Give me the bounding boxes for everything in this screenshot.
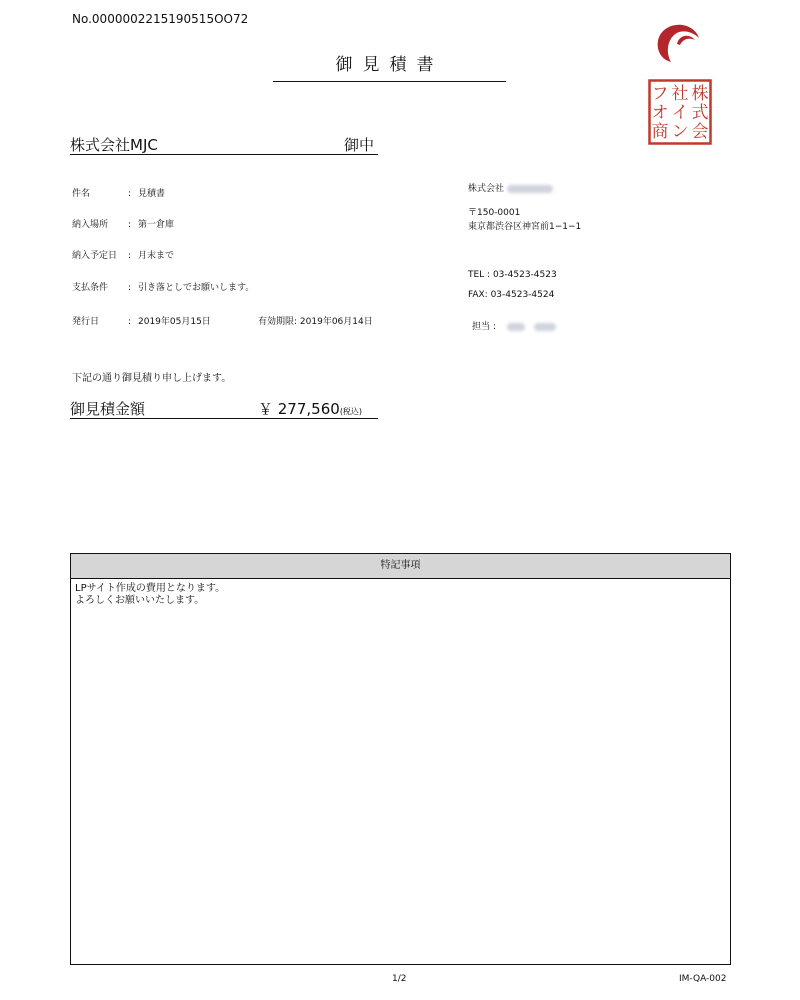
field-row-delivery-date: 納入予定日 : 月末まで xyxy=(72,248,174,261)
company-seal-icon xyxy=(648,79,712,145)
vendor-address: 東京都渋谷区神宮前1−1−1 xyxy=(468,222,582,232)
document-number: No.0000002215190515OO72 xyxy=(72,12,249,26)
recipient-honorific: 御中 xyxy=(343,136,374,154)
svg-text:ン: ン xyxy=(671,122,689,142)
notes-body xyxy=(71,579,730,611)
field-label: 支払条件 xyxy=(72,283,109,293)
field-label: 納入予定日 xyxy=(72,251,118,261)
validity-value: 2019年06月14日 xyxy=(299,317,373,327)
svg-text:イ: イ xyxy=(671,103,689,123)
total-label: 御見積金額 xyxy=(70,400,146,418)
field-value: 月末まで xyxy=(138,251,175,261)
contact-label: 担当 : xyxy=(472,322,496,332)
notes-header: 特記事項 xyxy=(71,554,730,579)
tax-note: (税込) xyxy=(339,407,363,416)
vendor-company-prefix: 株式会社 xyxy=(468,184,505,194)
svg-text:商: 商 xyxy=(651,122,669,142)
field-row-delivery-place: 納入場所 : 第一倉庫 xyxy=(72,217,174,230)
field-value: 2019年05月15日 xyxy=(138,317,211,327)
field-value: 見積書 xyxy=(138,189,166,199)
notes-line: LPサイト作成の費用となります。 xyxy=(75,583,226,594)
vendor-tel: TEL : 03-4523-4523 xyxy=(468,270,557,280)
field-row-issue-date: 発行日 : 2019年05月15日 xyxy=(72,314,211,327)
recipient-name: 株式会社MJC xyxy=(70,136,158,154)
vendor-company-name xyxy=(468,181,553,194)
redacted-contact-given-name xyxy=(534,323,556,331)
document-title: 御見積書 xyxy=(273,50,506,82)
svg-text:株: 株 xyxy=(691,84,709,104)
field-label: 発行日 xyxy=(72,317,100,327)
svg-text:社: 社 xyxy=(671,84,689,104)
vendor-contact xyxy=(472,319,556,332)
form-code: IM-QA-002 xyxy=(679,974,727,984)
svg-text:式: 式 xyxy=(691,103,709,123)
redacted-contact-surname xyxy=(507,323,525,331)
field-row-subject: 件名 : 見積書 xyxy=(72,186,165,199)
special-notes-box xyxy=(70,553,731,965)
field-label: 納入場所 xyxy=(72,220,109,230)
page-number: 1/2 xyxy=(392,974,407,984)
svg-text:会: 会 xyxy=(691,122,709,142)
notes-line: よろしくお願いいたします。 xyxy=(75,595,205,606)
total-amount-block xyxy=(70,398,378,419)
vendor-fax: FAX: 03-4523-4524 xyxy=(468,290,555,300)
recipient-block xyxy=(70,134,378,155)
validity-label: 有効期限 xyxy=(258,317,295,327)
field-value: 第一倉庫 xyxy=(138,220,175,230)
field-value: 引き落としでお願いします。 xyxy=(138,283,255,293)
validity-date: 有効期限: 2019年06月14日 xyxy=(258,317,373,327)
field-row-payment-terms: 支払条件 : 引き落としでお願いします。 xyxy=(72,280,254,293)
svg-text:オ: オ xyxy=(651,103,669,123)
intro-text: 下記の通り御見積り申し上げます。 xyxy=(72,373,232,384)
vendor-postal-code: 〒150-0001 xyxy=(468,208,521,218)
svg-text:フ: フ xyxy=(651,84,669,104)
field-label: 件名 xyxy=(72,189,91,199)
redacted-company-name xyxy=(507,185,553,193)
total-amount: ￥ 277,560 xyxy=(258,400,340,418)
company-logo-icon xyxy=(651,20,701,64)
